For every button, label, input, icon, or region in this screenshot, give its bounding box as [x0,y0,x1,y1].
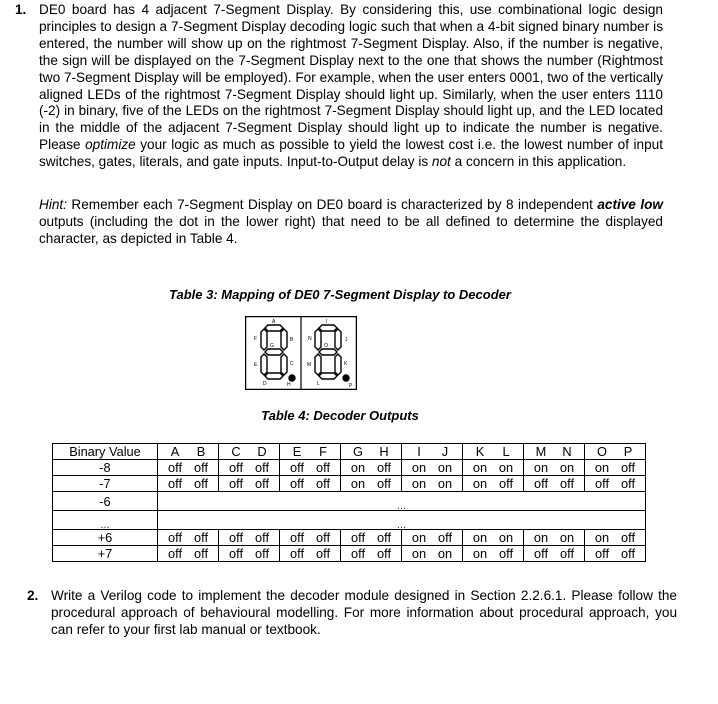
header-cell: N [562,444,572,459]
label-n: N [308,336,312,342]
segment-e [261,354,267,375]
seven-segment-figure [245,316,357,390]
header-binary-value: Binary Value [53,444,158,460]
header-cell: O [597,444,607,459]
label-j: J [345,337,348,343]
segment-g [265,349,283,355]
question-1-number: 1. [15,2,27,17]
segment-m [315,354,321,375]
header-cell: C [231,444,241,459]
table-row [53,511,646,530]
label-a: A [272,319,276,325]
segment-p-dot [343,375,349,381]
label-o: O [324,343,328,349]
row-label: +6 [53,530,158,546]
emphasis-active: active [597,197,636,212]
header-cell: K [475,444,485,459]
row-label: -6 [53,492,158,511]
label-i: I [326,319,328,325]
question-1-text: DE0 board has 4 adjacent 7-Segment Display. By considering this, use combinational logic design principles to design a 7-Segment Display decoding logic such that when a 4-bit signed binary number is entered, the number will show up on the rightmost 7-Segment Display. Also, if the number is negative, the sign will be displayed on the 7-Segment Display next to the one that shows the number (Rightmost two 7-Segment Display will be employed). For example, when the user enters 0001, two of the vertically aligned LEDs of the rightmost 7-Segment Display should light up. Similarly, when the user enters 1110 (-2) in binary, five of the LEDs on the rightmost 7-Segment Display should light up, and the LED located in the middle of the adjacent 7-Segment Display should light up to indicate the number is negative. Please [39,2,663,153]
header-cell: E [292,444,302,459]
header-cell: J [441,444,449,459]
segment-i [319,325,337,331]
ellipsis-label: ... [53,511,158,530]
segment-a [265,325,283,331]
label-g: G [270,343,274,349]
hint-text-2: outputs (including the dot in the lower right) that need to be all defined to determine the displayed character, as depicted in Table 4. [39,213,663,246]
segment-l [319,373,337,379]
table-header-row [53,444,646,460]
decoder-outputs-table [52,443,646,562]
header-cell: A [170,444,180,459]
ellipsis-cell: ... [158,492,646,511]
question-2-number: 2. [27,588,39,603]
label-m: M [307,362,312,368]
hint-text: Remember each 7-Segment Display on DE0 board is characterized by 8 independent [66,197,598,212]
segment-f [261,329,267,350]
emphasis-not: not [431,154,451,170]
label-b: B [290,337,294,343]
segment-b [281,329,287,350]
segment-h-dot [289,375,295,381]
label-k: K [344,361,348,367]
header-cell: G [353,444,363,459]
table-row: +6 off off off off off off off off on off on on on on on off [53,530,646,546]
segment-d [265,373,283,379]
row-label: +7 [53,546,158,562]
ellipsis-cell: ... [158,511,646,530]
emphasis-optimize: optimize [85,137,136,153]
segment-o [319,349,337,355]
table-row: -8 off off off off off off on off on on on on on on on off [53,460,646,476]
table-row: +7 off off off off off off off off on on on off off off off off [53,546,646,562]
hint-label: Hint: [39,197,67,212]
emphasis-low: low [640,197,663,212]
segment-n [315,329,321,350]
header-cell: B [196,444,206,459]
label-f: F [254,336,258,342]
row-label: -7 [53,476,158,492]
segment-c [281,354,287,375]
header-cell: L [502,444,510,459]
label-c: C [290,361,294,367]
header-cell: F [319,444,327,459]
question-1-text-3: a concern in this application. [450,154,627,170]
question-1 [15,2,663,171]
header-cell: D [257,444,267,459]
header-cell: H [379,444,389,459]
row-label: -8 [53,460,158,476]
header-cell: P [623,444,633,459]
table-3-caption: Table 3: Mapping of DE0 7-Segment Display to Decoder [169,287,511,302]
segment-k [335,354,341,375]
label-e: E [254,362,258,368]
header-cell: M [535,444,547,459]
label-p: P [349,383,353,389]
hint-paragraph [39,197,663,248]
question-2 [27,588,677,639]
question-2-text: Write a Verilog code to implement the decoder module designed in Section 2.2.6.1. Please follow the procedural approach of behavioural modelling. For more information about procedural approach, you can refer to your first lab manual or textbook. [51,588,677,637]
segment-j [335,329,341,350]
table-row: -7 off off off off off off on off on on on off off off off off [53,476,646,492]
table-row [53,492,646,511]
label-h: H [287,382,291,388]
label-l: L [317,381,320,387]
header-cell: I [417,444,421,459]
label-d: D [263,381,267,387]
table-4-caption: Table 4: Decoder Outputs [261,408,419,423]
question-1-text-2: your logic as much as possible to yield the lowest cost i.e. the lowest number of input switches, gates, literals, and gate inputs. Input-to-Output delay is [39,137,663,170]
